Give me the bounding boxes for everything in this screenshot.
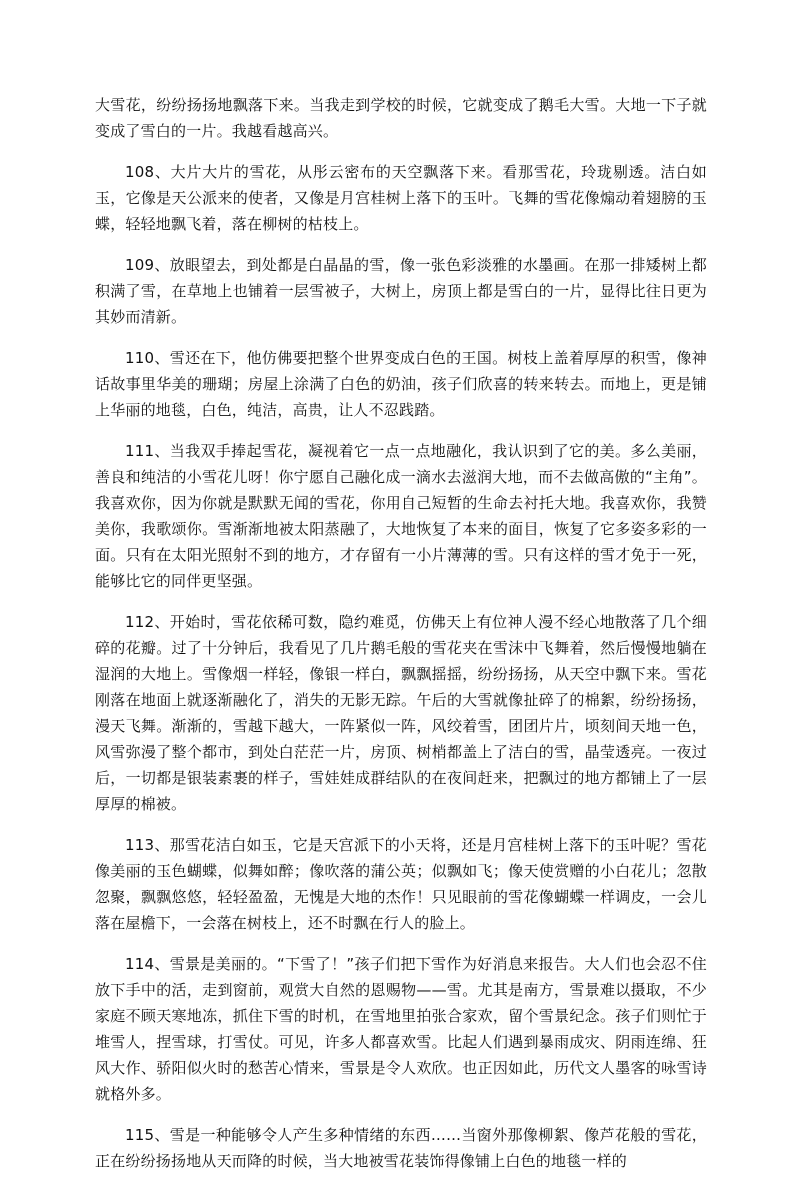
paragraph-114: 114、雪景是美丽的。“下雪了！”孩子们把下雪作为好消息来报告。大人们也会忍不住放下手中的活，走到窗前，观赏大自然的恩赐物——雪。尤其是南方，雪景难以摄取，不少家庭不顾天寒地冻，抓住下雪的时机，在雪地里拍张合家欢，留个雪景纪念。孩子们则忙于堆雪人，捏雪球，打雪仗。可见，许多人都喜欢雪。比起人们遇到暴雨成灾、阴雨连绵、狂风大作、骄阳似火时的愁苦心情来，雪景是令人欢欣。也正因如此，历代文人墨客的咏雪诗就格外多。	[95, 955, 707, 1103]
paragraph-110: 110、雪还在下，他仿佛要把整个世界变成白色的王国。树枝上盖着厚厚的积雪，像神话故事里华美的珊瑚；房屋上涂满了白色的奶油，孩子们欣喜的转来转去。而地上，更是铺上华丽的地毯，白色，纯洁，高贵，让人不忍践踏。	[95, 349, 707, 419]
paragraph-113: 113、那雪花洁白如玉，它是天宫派下的小天将，还是月宫桂树上落下的玉叶呢？雪花像美丽的玉色蝴蝶，似舞如醉；像吹落的蒲公英；似飘如飞；像天使赏赠的小白花儿；忽散忽聚，飘飘悠悠，轻轻盈盈，无愧是大地的杰作！只见眼前的雪花像蝴蝶一样调皮，一会儿落在屋檐下，一会落在树枝上，还不时飘在行人的脸上。	[95, 836, 707, 932]
paragraph-115: 115、雪是一种能够令人产生多种情绪的东西……当窗外那像柳絮、像芦花般的雪花，正在纷纷扬扬地从天而降的时候，当大地被雪花装饰得像铺上白色的地毯一样的	[95, 1126, 707, 1170]
document-page	[95, 92, 707, 1189]
paragraph-111: 111、当我双手捧起雪花，凝视着它一点一点地融化，我认识到了它的美。多么美丽，善良和纯洁的小雪花儿呀！你宁愿自己融化成一滴水去滋润大地，而不去做高傲的“主角”。我喜欢你，因为你就是默默无闻的雪花，你用自己短暂的生命去衬托大地。我喜欢你，我赞美你，我歌颂你。雪渐渐地被太阳蒸融了，大地恢复了本来的面目，恢复了它多姿多彩的一面。只有在太阳光照射不到的地方，才存留有一小片薄薄的雪。只有这样的雪才免于一死，能够比它的同伴更坚强。	[95, 442, 707, 590]
paragraph-continued: 大雪花，纷纷扬扬地飘落下来。当我走到学校的时候，它就变成了鹅毛大雪。大地一下子就变成了雪白的一片。我越看越高兴。	[95, 96, 707, 140]
paragraph-112: 112、开始时，雪花依稀可数，隐约难觅，仿佛天上有位神人漫不经心地散落了几个细碎的花瓣。过了十分钟后，我看见了几片鹅毛般的雪花夹在雪沫中飞舞着，然后慢慢地躺在湿润的大地上。雪像烟一样轻，像银一样白，飘飘摇摇，纷纷扬扬，从天空中飘下来。雪花刚落在地面上就逐渐融化了，消失的无影无踪。午后的大雪就像扯碎了的棉絮，纷纷扬扬，漫天飞舞。渐渐的，雪越下越大，一阵紧似一阵，风绞着雪，团团片片，顷刻间天地一色，风雪弥漫了整个都市，到处白茫茫一片，房顶、树梢都盖上了洁白的雪，晶莹透亮。一夜过后，一切都是银装素裹的样子，雪娃娃成群结队的在夜间赶来，把飘过的地方都铺上了一层厚厚的棉被。	[95, 613, 707, 813]
paragraph-109: 109、放眼望去，到处都是白晶晶的雪，像一张色彩淡雅的水墨画。在那一排矮树上都积满了雪，在草地上也铺着一层雪被子，大树上，房顶上都是雪白的一片，显得比往日更为其妙而清新。	[95, 256, 707, 326]
paragraph-108: 108、大片大片的雪花，从彤云密布的天空飘落下来。看那雪花，玲珑剔透。洁白如玉，它像是天公派来的使者，又像是月宫桂树上落下的玉叶。飞舞的雪花像煽动着翅膀的玉蝶，轻轻地飘飞着，落在柳树的枯枝上。	[95, 163, 707, 233]
